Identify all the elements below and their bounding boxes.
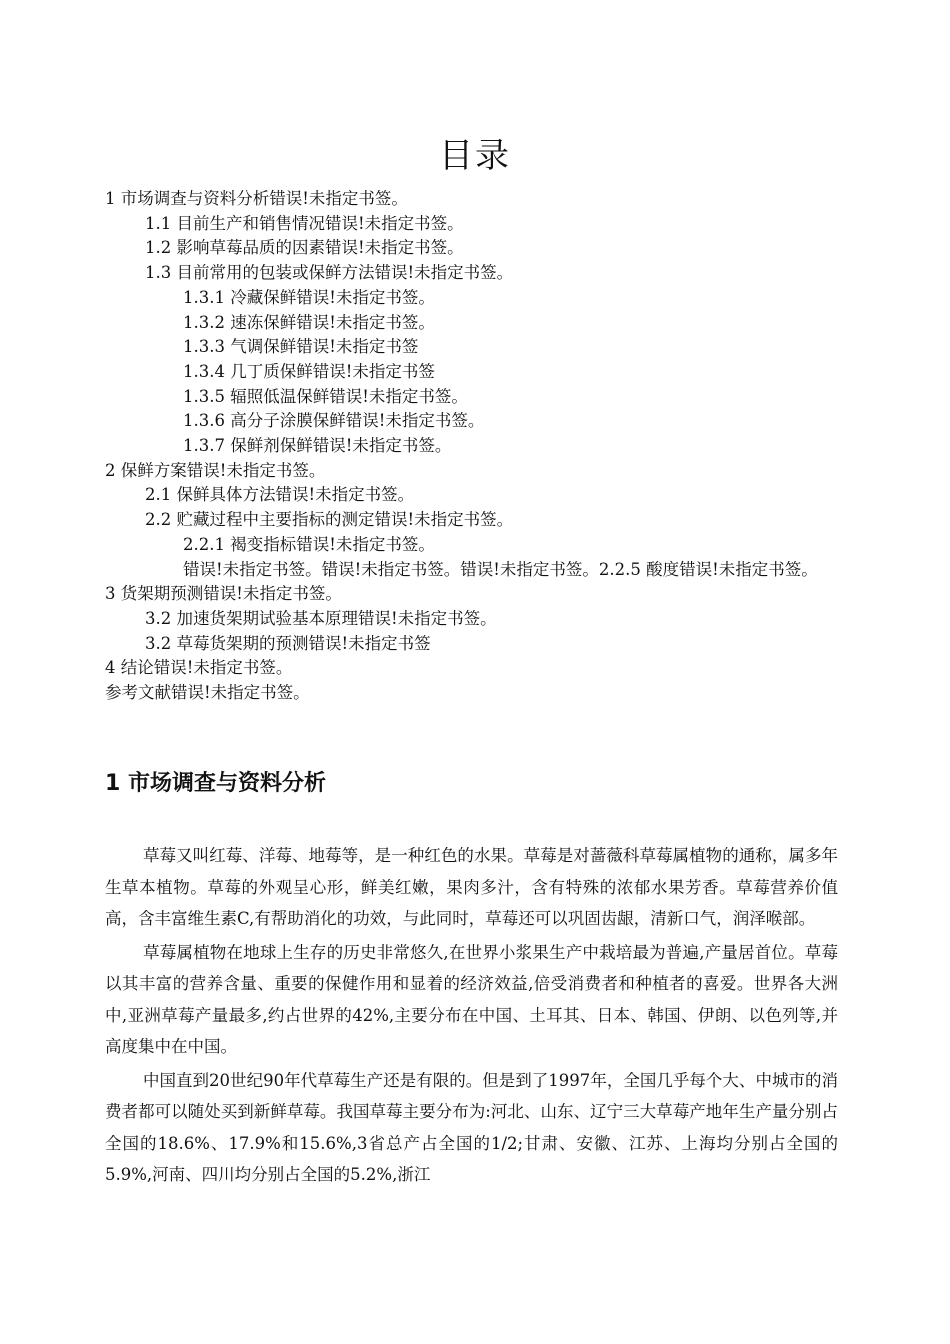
toc-entry[interactable]: 1.3 目前常用的包装或保鲜方法错误!未指定书签。 (145, 263, 514, 283)
toc-entry[interactable]: 2.1 保鲜具体方法错误!未指定书签。 (145, 485, 415, 505)
toc-entry[interactable]: 1.3.2 速冻保鲜错误!未指定书签。 (183, 312, 435, 332)
paragraph: 中国直到20世纪90年代草莓生产还是有限的。但是到了1997年，全国几乎每个大、中城市的消费者都可以随处买到新鲜草莓。我国草莓主要分布为:河北、山东、辽宁三大草莓产地年生产量分别占全国的18.6%、17.9%和15.6%,3省总产占全国的1/2;甘肃、安徽、江苏、上海均分别占全国的5.9%,河南、四川均分别占全国的5.2%,浙江 (105, 1070, 838, 1184)
toc-entry[interactable]: 4 结论错误!未指定书签。 (105, 658, 293, 678)
section-heading: 1 市场调查与资料分析 (105, 771, 326, 796)
toc-entry[interactable]: 1.2 影响草莓品质的因素错误!未指定书签。 (145, 238, 464, 258)
toc-entry[interactable]: 3.2 草莓货架期的预测错误!未指定书签 (145, 633, 431, 653)
toc-entry[interactable]: 2.2 贮藏过程中主要指标的测定错误!未指定书签。 (145, 510, 514, 530)
toc-entry[interactable]: 1 市场调查与资料分析错误!未指定书签。 (105, 189, 408, 208)
toc-entry[interactable]: 1.3.5 辐照低温保鲜错误!未指定书签。 (183, 386, 468, 406)
toc-entry[interactable]: 参考文献错误!未指定书签。 (105, 683, 310, 703)
toc-entry[interactable]: 2 保鲜方案错误!未指定书签。 (105, 460, 326, 480)
toc-entry[interactable]: 1.3.6 高分子涂膜保鲜错误!未指定书签。 (183, 411, 485, 431)
toc-entry[interactable]: 2.2.1 褐变指标错误!未指定书签。 (183, 534, 435, 554)
toc-entry[interactable]: 错误!未指定书签。错误!未指定书签。错误!未指定书签。2.2.5 酸度错误!未指定书签。 (183, 559, 818, 579)
section-body (105, 840, 838, 1191)
paragraph: 草莓又叫红莓、洋莓、地莓等，是一种红色的水果。草莓是对蔷薇科草莓属植物的通称，属多年生草本植物。草莓的外观呈心形，鲜美红嫩，果肉多汁，含有特殊的浓郁水果芳香。草莓营养价值高，含丰富维生素C,有帮助消化的功效，与此同时，草莓还可以巩固齿龈，清新口气，润泽喉部。 (105, 846, 838, 928)
toc-entry[interactable]: 1.1 目前生产和销售情况错误!未指定书签。 (145, 213, 464, 233)
toc-entry[interactable]: 3 货架期预测错误!未指定书签。 (105, 584, 342, 604)
paragraph: 草莓属植物在地球上生存的历史非常悠久,在世界小浆果生产中栽培最为普遍,产量居首位。草莓以其丰富的营养含量、重要的保健作用和显着的经济效益,倍受消费者和种植者的喜爱。世界各大洲中,亚洲草莓产量最多,约占世界的42%,主要分布在中国、土耳其、日本、韩国、伊朗、以色列等,并高度集中在中国。 (105, 942, 838, 1056)
toc-entry[interactable]: 3.2 加速货架期试验基本原理错误!未指定书签。 (145, 608, 497, 628)
toc-entry[interactable]: 1.3.4 几丁质保鲜错误!未指定书签 (183, 361, 435, 381)
toc-entry[interactable]: 1.3.1 冷藏保鲜错误!未指定书签。 (183, 287, 435, 307)
toc-entry[interactable]: 1.3.3 气调保鲜错误!未指定书签 (183, 337, 419, 357)
toc-title: 目录 (439, 136, 511, 176)
toc-entry[interactable]: 1.3.7 保鲜剂保鲜错误!未指定书签。 (183, 436, 452, 456)
table-of-contents (105, 187, 845, 706)
